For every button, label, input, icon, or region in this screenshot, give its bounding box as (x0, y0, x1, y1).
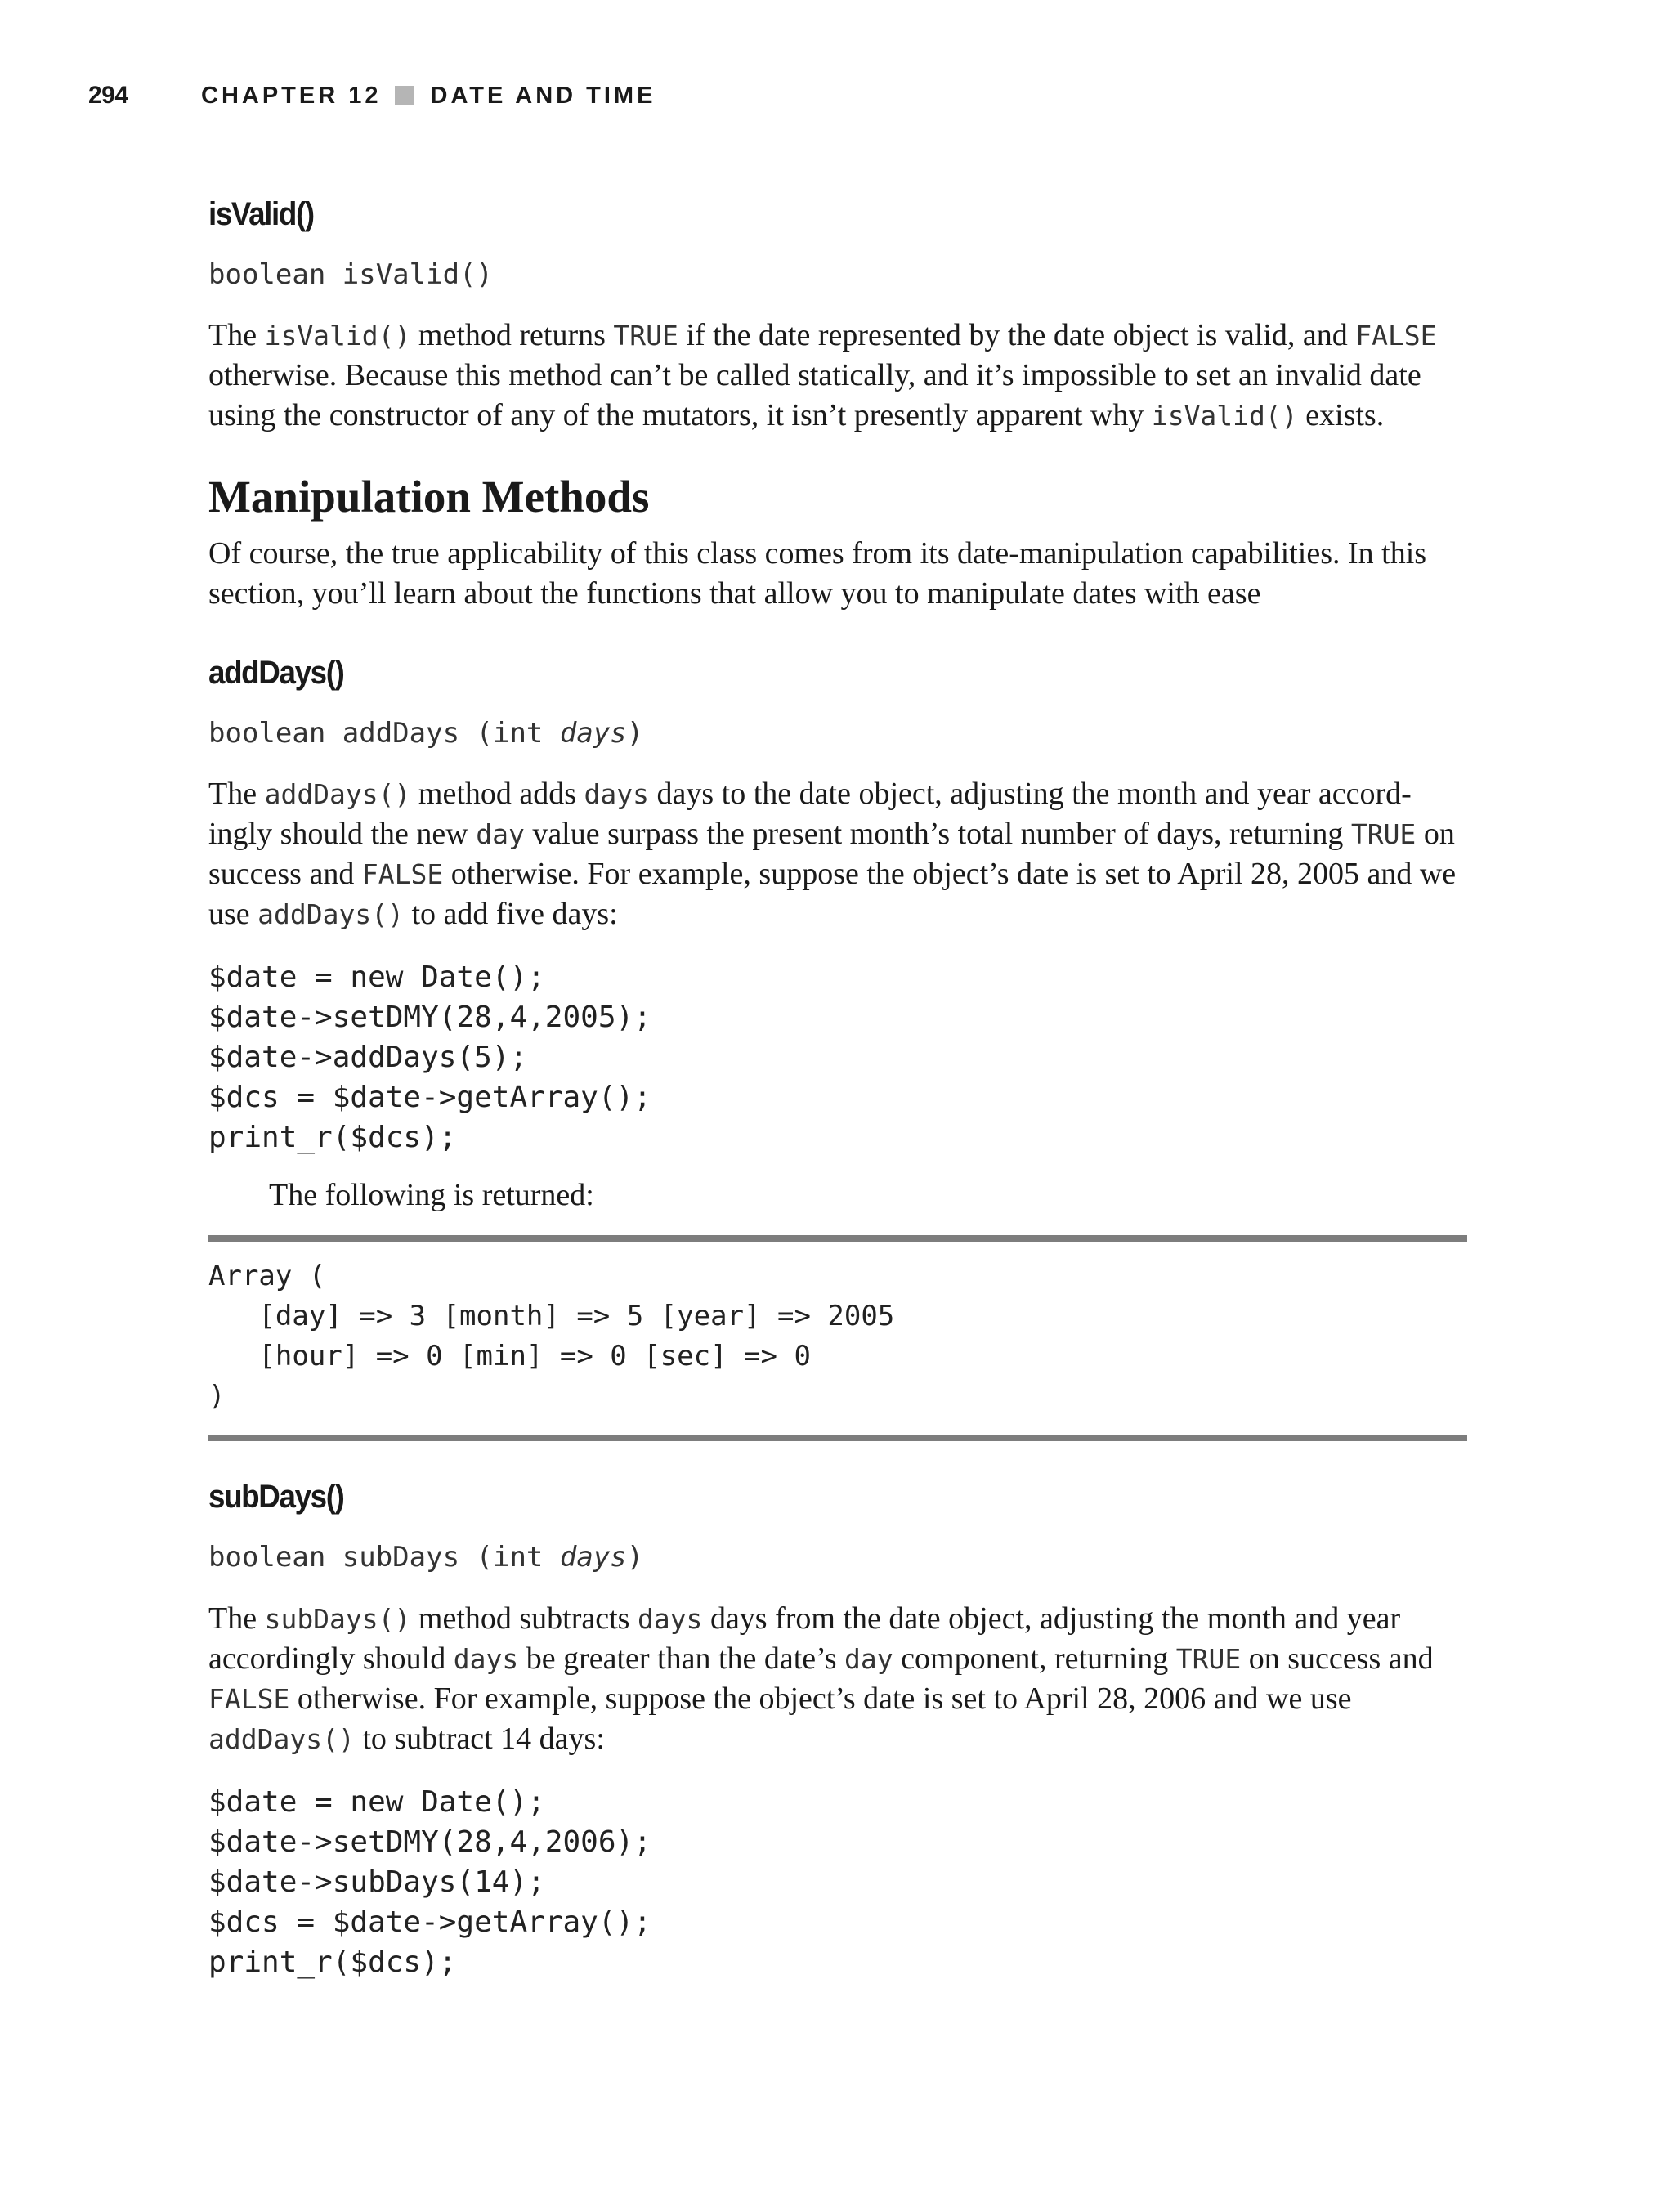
running-head (88, 82, 656, 110)
manipulation-heading: Manipulation Methods (208, 472, 650, 522)
subdays-signature: boolean subDays (int days) (208, 1541, 644, 1574)
square-bullet-icon (395, 86, 414, 105)
adddays-following-text: The following is returned: (269, 1178, 594, 1213)
adddays-output: Array ( [day] => 3 [month] => 5 [year] => 2005 [hour] => 0 [min] => 0 [sec] => 0 ) (208, 1260, 895, 1413)
chapter-label: CHAPTER 12 (201, 82, 382, 109)
adddays-output-box (208, 1235, 1467, 1441)
subdays-heading: subDays() (208, 1479, 344, 1516)
chapter-title: DATE AND TIME (430, 82, 656, 109)
subdays-code-sample: $date = new Date(); $date->setDMY(28,4,2006); $date->subDays(14); $dcs = $date->getArray(); print_r($dcs); (208, 1784, 651, 1979)
isvalid-heading: isValid() (208, 196, 314, 232)
subdays-description: The subDays() method subtracts days days from the date object, adjusting the month and year accordingly should days be greater than the date’s day component, returning TRUE on success and FALSE otherwise. For example, suppose the object’s date is set to April 28, 2006 and we use addDays() to subtract 14 days: (208, 1601, 1434, 1756)
adddays-description: The addDays() method adds days days to the date object, adjusting the month and year accord-ingly should the new day value surpass the present month’s total number of days, returning TRUE on success and FALSE otherwise. For example, suppose the object’s date is set to April 28, 2005 and we use addDays() to add five days: (208, 777, 1457, 932)
page-content (208, 195, 1467, 1982)
adddays-code-sample: $date = new Date(); $date->setDMY(28,4,2005); $date->addDays(5); $dcs = $date->getArray(); print_r($dcs); (208, 960, 651, 1155)
adddays-signature: boolean addDays (int days) (208, 717, 644, 750)
isvalid-signature: boolean isValid() (208, 258, 493, 291)
isvalid-description: The isValid() method returns TRUE if the date represented by the date object is valid, and FALSE otherwise. Because this method can’t be called statically, and it’s impossible to set an invalid date using the constructor of any of the mutators, it isn’t presently apparent why isValid() exists. (208, 318, 1437, 433)
page-number: 294 (88, 82, 128, 109)
manipulation-intro: Of course, the true applicability of this class comes from its date-manipulation capabilities. In this section, you’ll learn about the functions that allow you to manipulate dates with ease (208, 536, 1427, 611)
adddays-heading: addDays() (208, 655, 344, 692)
